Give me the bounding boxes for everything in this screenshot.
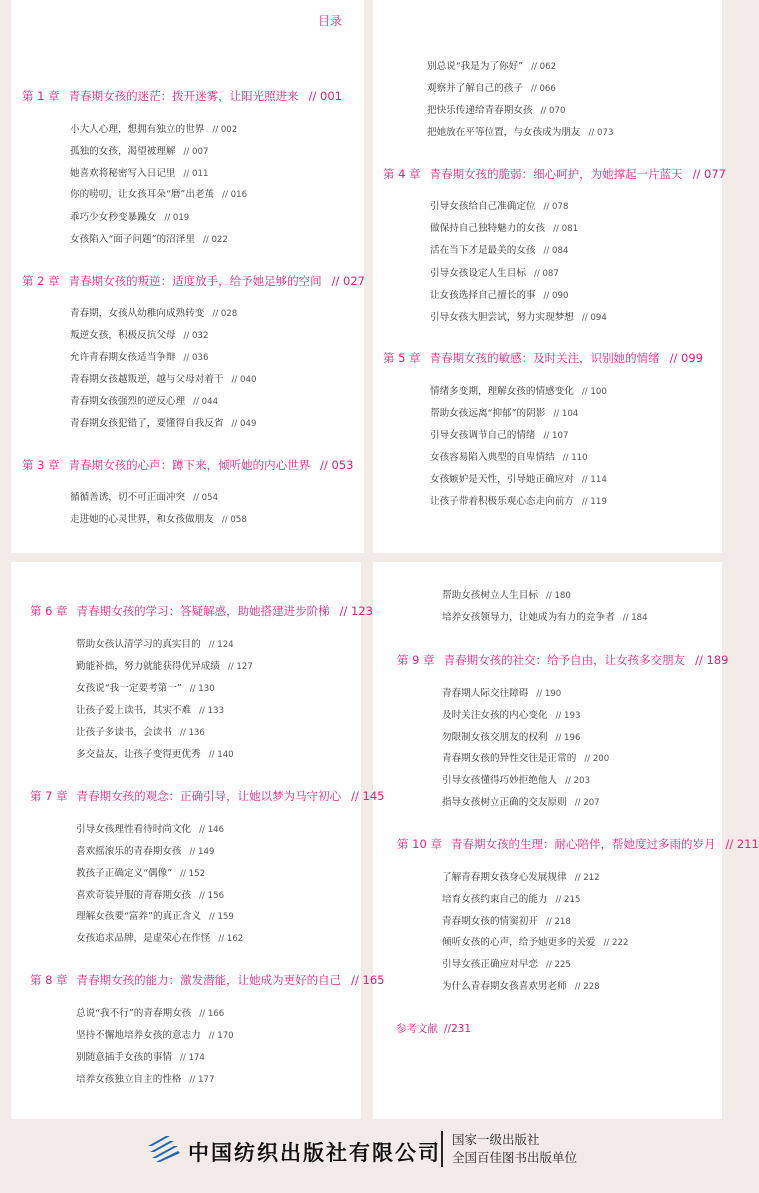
toc-entry-title: 把快乐传递给青春期女孩 <box>427 105 533 116</box>
chapter-number: 第 4 章 <box>383 167 421 181</box>
chapter-page: // 077 <box>692 167 726 181</box>
toc-entry-page: // 114 <box>581 475 607 485</box>
toc-entry-title: 青春期女孩的异性交往是正常的 <box>442 753 577 764</box>
toc-entry-page: // 222 <box>603 938 629 948</box>
toc-entry-title: 帮助女孩树立人生目标 <box>442 590 538 601</box>
publisher-logo-icon <box>146 1132 182 1168</box>
toc-title: 目录 <box>318 14 343 28</box>
chapter-page: // 099 <box>669 351 703 365</box>
toc-entry-page: // 196 <box>555 733 581 743</box>
toc-entry-title: 引导女孩大胆尝试，努力实现梦想 <box>430 312 574 323</box>
toc-entry-title: 引导女孩懂得巧妙拒绝他人 <box>442 775 558 786</box>
chapter-1-heading[interactable] <box>22 88 342 104</box>
toc-entry[interactable] <box>427 80 556 94</box>
toc-entry-page: // 162 <box>218 934 244 944</box>
toc-entry-page: // 149 <box>189 847 215 857</box>
toc-entry-title: 小大人心理，想拥有独立的世界 <box>70 124 205 135</box>
toc-entry-page: // 215 <box>555 895 581 905</box>
toc-entry-title: 引导女孩理性看待时尚文化 <box>76 824 192 835</box>
toc-entry-title: 让孩子多读书，会读书 <box>76 727 172 738</box>
toc-entry-page: // 070 <box>540 106 566 116</box>
chapter-title: 青春期女孩的叛逆：适度放手，给予她足够的空间 <box>68 274 322 288</box>
toc-entry[interactable] <box>76 930 243 944</box>
toc-entry-page: // 087 <box>533 269 559 279</box>
toc-entry-title: 培育女孩约束自己的能力 <box>442 894 548 905</box>
toc-entry-page: // 207 <box>574 798 600 808</box>
toc-entry-title: 为什么青春期女孩喜欢男老师 <box>442 981 567 992</box>
toc-entry[interactable] <box>70 393 218 407</box>
toc-entry-title: 理解女孩要“富养”的真正含义 <box>76 911 201 922</box>
toc-entry[interactable] <box>430 242 568 256</box>
toc-entry-title: 培养女孩独立自主的性格 <box>76 1074 182 1085</box>
toc-entry-page: // 016 <box>222 190 248 200</box>
chapter-page: // 001 <box>308 89 342 103</box>
toc-entry-page: // 066 <box>530 84 556 94</box>
toc-entry[interactable] <box>76 658 253 672</box>
toc-entry[interactable] <box>76 1071 214 1085</box>
chapter-page: // 165 <box>351 973 385 987</box>
toc-entry[interactable] <box>442 869 600 883</box>
toc-entry[interactable] <box>442 934 628 948</box>
toc-entry[interactable] <box>76 1005 224 1019</box>
chapter-page: // 027 <box>331 274 365 288</box>
toc-entry[interactable] <box>70 143 208 157</box>
chapter-number: 第 2 章 <box>22 274 60 288</box>
toc-entry-title: 情绪多变期，理解女孩的情感变化 <box>430 386 574 397</box>
toc-entry-title: 喜欢摇滚乐的青春期女孩 <box>76 846 182 857</box>
toc-entry-title: 别随意插手女孩的事情 <box>76 1052 172 1063</box>
toc-entry-title: 叛逆女孩，积极反抗父母 <box>70 330 176 341</box>
toc-entry-title: 勿限制女孩交朋友的权利 <box>442 732 548 743</box>
toc-entry[interactable] <box>430 287 568 301</box>
toc-entry-page: // 140 <box>208 750 234 760</box>
toc-entry-page: // 119 <box>581 497 607 507</box>
toc-entry-title: 多交益友，让孩子变得更优秀 <box>76 749 201 760</box>
toc-entry-page: // 104 <box>553 409 579 419</box>
toc-entry-title: 活在当下才是最美的女孩 <box>430 245 536 256</box>
toc-entry-title: 女孩容易陷入典型的自卑情结 <box>430 452 555 463</box>
chapter-page: // 211 <box>725 837 759 851</box>
toc-entry[interactable] <box>442 609 648 623</box>
toc-entry-title: 引导女孩调节自己的情绪 <box>430 430 536 441</box>
toc-entry-page: // 190 <box>536 689 562 699</box>
toc-entry-title: 坚持不懈地培养女孩的意志力 <box>76 1030 201 1041</box>
toc-entry-title: 青春期女孩的情窦初开 <box>442 916 538 927</box>
toc-entry-page: // 225 <box>545 960 571 970</box>
toc-entry[interactable] <box>430 383 607 397</box>
toc-entry-page: // 170 <box>208 1031 234 1041</box>
toc-entry-page: // 078 <box>543 202 569 212</box>
toc-entry-title: 循循善诱，切不可正面冲突 <box>70 492 186 503</box>
toc-entry[interactable] <box>70 489 218 503</box>
references-title: 参考文献 <box>396 1023 438 1035</box>
toc-entry[interactable] <box>442 707 580 721</box>
chapter-9-heading[interactable] <box>397 652 729 668</box>
chapter-number: 第 1 章 <box>22 89 60 103</box>
toc-entry[interactable] <box>76 636 234 650</box>
toc-entry-page: // 073 <box>588 128 614 138</box>
chapter-title: 青春期女孩的敏感：及时关注，识别她的情绪 <box>429 351 660 365</box>
toc-entry-title: 青春期人际交往障碍 <box>442 688 529 699</box>
toc-entry-title: 走进她的心灵世界，和女孩做朋友 <box>70 514 214 525</box>
toc-entry-page: // 212 <box>574 873 600 883</box>
toc-entry[interactable] <box>76 680 215 694</box>
toc-entry[interactable] <box>76 702 224 716</box>
chapter-4-heading[interactable] <box>383 166 726 182</box>
toc-entry-page: // 040 <box>231 375 257 385</box>
toc-entry[interactable] <box>70 371 256 385</box>
toc-entry-page: // 019 <box>164 213 190 223</box>
chapter-title: 青春期女孩的社交：给予自由，让女孩多交朋友 <box>443 653 686 667</box>
toc-entry-page: // 002 <box>212 125 238 135</box>
toc-entry-title: 帮助女孩远离“抑郁”的阴影 <box>430 408 546 419</box>
chapter-page: // 053 <box>320 458 354 472</box>
toc-entry[interactable] <box>442 794 600 808</box>
toc-entry-page: // 130 <box>189 684 215 694</box>
toc-entry-title: 引导女孩正确应对早恋 <box>442 959 538 970</box>
toc-entry[interactable] <box>76 746 234 760</box>
toc-entry-page: // 007 <box>183 147 209 157</box>
toc-entry-title: 喜欢奇装异服的青春期女孩 <box>76 890 192 901</box>
chapter-6-heading[interactable] <box>30 603 373 619</box>
toc-entry[interactable] <box>70 349 208 363</box>
toc-entry-title: 倾听女孩的心声，给予她更多的关爱 <box>442 937 596 948</box>
toc-entry-page: // 180 <box>545 591 571 601</box>
references-entry[interactable] <box>396 1021 471 1036</box>
toc-entry-page: // 133 <box>199 706 225 716</box>
toc-entry-page: // 156 <box>199 891 225 901</box>
toc-entry[interactable] <box>442 913 571 927</box>
toc-entry[interactable] <box>430 198 568 212</box>
toc-entry-title: 总说“我不行”的青春期女孩 <box>76 1008 192 1019</box>
toc-entry-title: 培养女孩领导力，让她成为有力的竞争者 <box>442 612 615 623</box>
toc-entry-title: 让女孩选择自己擅长的事 <box>430 290 536 301</box>
toc-entry-page: // 100 <box>581 387 607 397</box>
toc-entry[interactable] <box>70 511 247 525</box>
footer <box>0 1120 730 1193</box>
toc-entry[interactable] <box>427 58 556 72</box>
toc-entry-title: 勤能补拙，努力就能获得优异成绩 <box>76 661 220 672</box>
toc-entry-page: // 032 <box>183 331 209 341</box>
publisher-tagline-2: 全国百佳图书出版单位 <box>452 1150 578 1165</box>
toc-entry[interactable] <box>442 685 561 699</box>
toc-entry[interactable] <box>430 309 607 323</box>
publisher-name: 中国纺织出版社有限公司 <box>188 1140 441 1165</box>
chapter-title: 青春期女孩的脆弱：细心呵护，为她撑起一片蓝天 <box>429 167 683 181</box>
toc-entry-title: 女孩嫉妒是天性，引导她正确应对 <box>430 474 574 485</box>
toc-entry-page: // 193 <box>555 711 581 721</box>
toc-entry-title: 让孩子带着积极乐观心态走向前方 <box>430 496 574 507</box>
chapter-title: 青春期女孩的迷茫：拨开迷雾，让阳光照进来 <box>68 89 299 103</box>
toc-entry-title: 女孩追求品牌，是虚荣心在作怪 <box>76 933 211 944</box>
toc-entry-page: // 062 <box>531 62 557 72</box>
toc-entry[interactable] <box>70 165 208 179</box>
chapter-title: 青春期女孩的观念：正确引导，让她以梦为马守初心 <box>76 789 342 803</box>
chapter-page: // 123 <box>339 604 373 618</box>
toc-entry-page: // 011 <box>183 169 209 179</box>
toc-entry[interactable] <box>70 415 256 429</box>
chapter-page: // 189 <box>695 653 729 667</box>
chapter-3-heading[interactable] <box>22 457 354 473</box>
toc-entry[interactable] <box>76 821 224 835</box>
toc-entry-page: // 084 <box>543 246 569 256</box>
toc-entry[interactable] <box>430 405 578 419</box>
toc-entry[interactable] <box>76 724 205 738</box>
toc-entry[interactable] <box>76 1027 234 1041</box>
toc-entry-title: 青春期女孩犯错了，要懂得自我反省 <box>70 418 224 429</box>
toc-entry-page: // 177 <box>189 1075 215 1085</box>
toc-entry-page: // 203 <box>565 776 591 786</box>
toc-entry[interactable] <box>70 327 208 341</box>
toc-entry[interactable] <box>442 750 609 764</box>
toc-entry[interactable] <box>442 978 600 992</box>
toc-entry-page: // 058 <box>221 515 247 525</box>
toc-entry-title: 青春期，女孩从幼稚向成熟转变 <box>70 308 205 319</box>
toc-entry-page: // 110 <box>562 453 588 463</box>
chapter-number: 第 3 章 <box>22 458 60 472</box>
toc-entry-title: 帮助女孩认清学习的真实目的 <box>76 639 201 650</box>
toc-entry-page: // 166 <box>199 1009 225 1019</box>
toc-entry-title: 女孩陷入“面子问题”的沼泽里 <box>70 234 195 245</box>
toc-entry-page: // 127 <box>227 662 253 672</box>
toc-entry-title: 你的唠叨，让女孩耳朵“磨”出老茧 <box>70 189 215 200</box>
toc-entry[interactable] <box>76 1049 205 1063</box>
toc-entry-page: // 054 <box>193 493 219 503</box>
toc-entry-page: // 152 <box>180 869 206 879</box>
toc-entry-title: 孤独的女孩，渴望被理解 <box>70 146 176 157</box>
toc-entry-page: // 081 <box>553 224 579 234</box>
toc-entry-page: // 049 <box>231 419 257 429</box>
toc-entry-page: // 146 <box>199 825 225 835</box>
toc-entry-title: 青春期女孩强烈的逆反心理 <box>70 396 186 407</box>
toc-entry-title: 女孩说“我一定要考第一” <box>76 683 182 694</box>
toc-entry-page: // 159 <box>208 912 234 922</box>
toc-entry[interactable] <box>76 908 234 922</box>
toc-entry-title: 别总说“我是为了你好” <box>427 61 524 72</box>
toc-entry[interactable] <box>430 493 607 507</box>
toc-entry-title: 做保持自己独特魅力的女孩 <box>430 223 546 234</box>
toc-entry-title: 了解青春期女孩身心发展规律 <box>442 872 567 883</box>
toc-entry[interactable] <box>442 956 571 970</box>
toc-entry-title: 她喜欢将秘密写入日记里 <box>70 168 176 179</box>
references-page: //231 <box>444 1023 472 1035</box>
toc-entry-title: 乖巧少女秒变暴躁女 <box>70 212 157 223</box>
chapter-number: 第 10 章 <box>397 837 442 851</box>
chapter-number: 第 9 章 <box>397 653 435 667</box>
toc-entry[interactable] <box>430 427 568 441</box>
toc-entry-title: 观察并了解自己的孩子 <box>427 83 523 94</box>
toc-entry[interactable] <box>76 887 224 901</box>
chapter-10-heading[interactable] <box>397 836 759 852</box>
toc-entry[interactable] <box>70 121 237 135</box>
chapter-title: 青春期女孩的学习：答疑解惑，助她搭建进步阶梯 <box>76 604 330 618</box>
chapter-number: 第 6 章 <box>30 604 68 618</box>
toc-entry-title: 青春期女孩越叛逆，越与父母对着干 <box>70 374 224 385</box>
chapter-number: 第 8 章 <box>30 973 68 987</box>
chapter-8-heading[interactable] <box>30 972 385 988</box>
toc-entry-title: 允许青春期女孩适当争辩 <box>70 352 176 363</box>
toc-entry-page: // 028 <box>212 309 238 319</box>
toc-entry[interactable] <box>70 305 237 319</box>
toc-entry[interactable] <box>430 265 559 279</box>
toc-entry[interactable] <box>442 891 580 905</box>
toc-entry-title: 引导女孩给自己准确定位 <box>430 201 536 212</box>
chapter-5-heading[interactable] <box>383 350 703 366</box>
toc-entry-page: // 022 <box>202 235 228 245</box>
toc-entry[interactable] <box>70 209 189 223</box>
chapter-number: 第 5 章 <box>383 351 421 365</box>
toc-entry-page: // 107 <box>543 431 569 441</box>
toc-entry[interactable] <box>427 124 613 138</box>
toc-entry[interactable] <box>442 729 580 743</box>
toc-entry-page: // 174 <box>179 1053 205 1063</box>
toc-entry[interactable] <box>427 102 565 116</box>
toc-entry-title: 让孩子爱上读书，其实不难 <box>76 705 192 716</box>
toc-entry-page: // 218 <box>545 917 571 927</box>
footer-divider <box>441 1131 443 1167</box>
publisher-tagline-1: 国家一级出版社 <box>452 1132 540 1147</box>
chapter-2-heading[interactable] <box>22 273 365 289</box>
toc-entry[interactable] <box>70 186 247 200</box>
chapter-page: // 145 <box>351 789 385 803</box>
chapter-title: 青春期女孩的心声：蹲下来，倾听她的内心世界 <box>68 458 311 472</box>
toc-entry[interactable] <box>442 587 571 601</box>
toc-entry-title: 指导女孩树立正确的交友原则 <box>442 797 567 808</box>
toc-entry-page: // 228 <box>574 982 600 992</box>
toc-entry-page: // 044 <box>193 397 219 407</box>
toc-entry[interactable] <box>430 449 588 463</box>
chapter-7-heading[interactable] <box>30 788 385 804</box>
toc-entry-page: // 124 <box>208 640 234 650</box>
toc-entry[interactable] <box>70 231 228 245</box>
toc-entry-title: 教孩子正确定义“偶像” <box>76 868 173 879</box>
chapter-title: 青春期女孩的能力：激发潜能，让她成为更好的自己 <box>76 973 342 987</box>
toc-entry-title: 引导女孩设定人生目标 <box>430 268 526 279</box>
toc-entry-title: 及时关注女孩的内心变化 <box>442 710 548 721</box>
toc-entry-title: 把她放在平等位置，与女孩成为朋友 <box>427 127 581 138</box>
toc-entry-page: // 200 <box>584 754 610 764</box>
chapter-number: 第 7 章 <box>30 789 68 803</box>
toc-entry[interactable] <box>430 471 607 485</box>
toc-entry-page: // 136 <box>179 728 205 738</box>
toc-entry-page: // 094 <box>581 313 607 323</box>
toc-entry[interactable] <box>76 865 205 879</box>
toc-entry[interactable] <box>76 843 214 857</box>
toc-entry[interactable] <box>442 772 590 786</box>
toc-entry-page: // 184 <box>622 613 648 623</box>
chapter-title: 青春期女孩的生理：耐心陪伴，帮她度过多雨的岁月 <box>450 837 716 851</box>
toc-entry-page: // 090 <box>543 291 569 301</box>
toc-entry-page: // 036 <box>183 353 209 363</box>
toc-entry[interactable] <box>430 220 578 234</box>
